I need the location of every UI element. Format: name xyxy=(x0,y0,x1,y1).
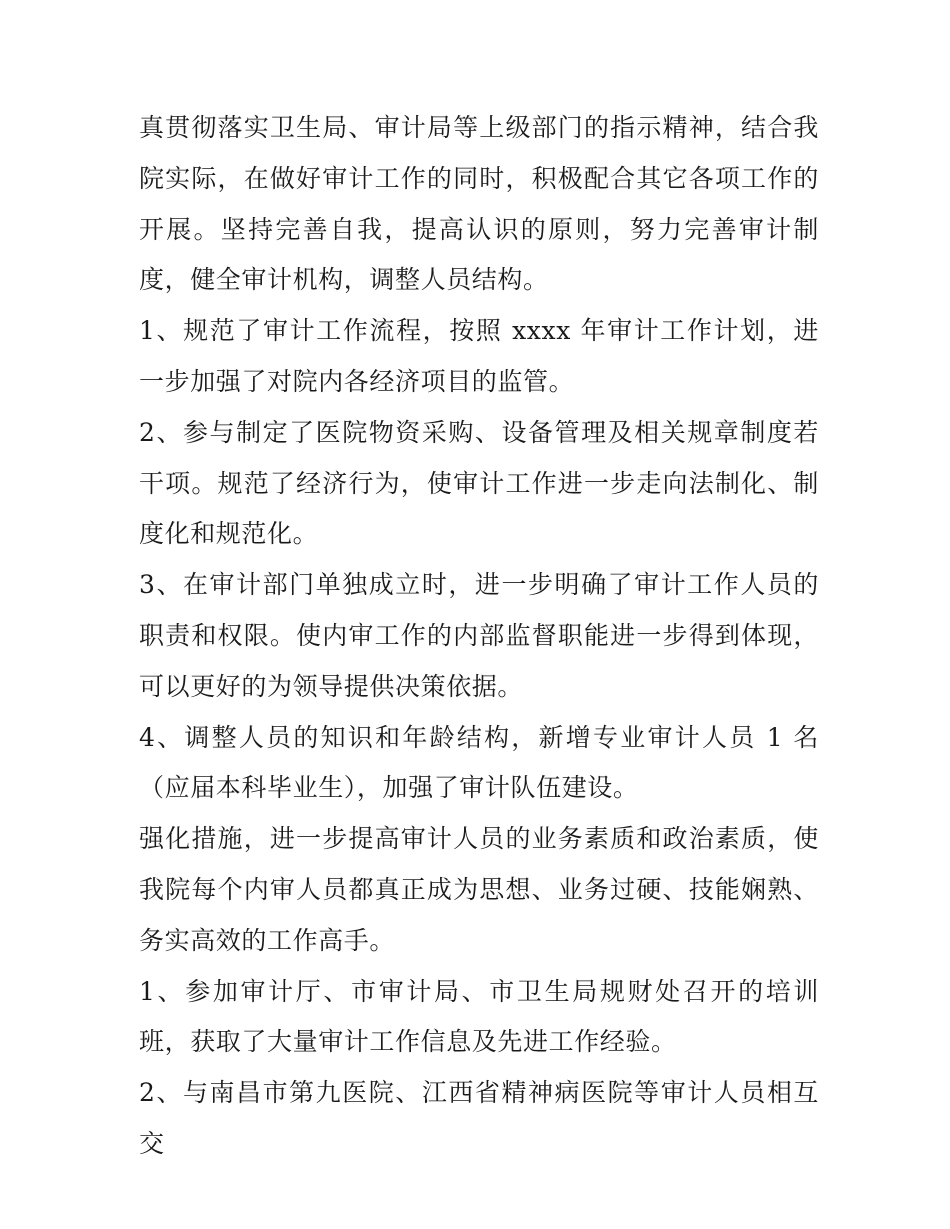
paragraph-item-3: 3、在审计部门单独成立时，进一步明确了审计工作人员的职责和权限。使内审工作的内部监督职能进一步得到体现，可以更好的为领导提供决策依据。 xyxy=(139,570,819,701)
paragraph-measure-2: 2、与南昌市第九医院、江西省精神病医院等审计人员相互交 xyxy=(139,1078,819,1158)
paragraph-measures: 强化措施，进一步提高审计人员的业务素质和政治素质，使我院每个内审人员都真正成为思想、业务过硬、技能娴熟、务实高效的工作高手。 xyxy=(139,824,819,955)
paragraph-measure-1: 1、参加审计厅、市审计局、市卫生局规财处召开的培训班，获取了大量审计工作信息及先进工作经验。 xyxy=(139,976,819,1057)
paragraph-item-1: 1、规范了审计工作流程，按照 xxxx 年审计工作计划，进一步加强了对院内各经济项目的监管。 xyxy=(139,316,819,396)
document-body xyxy=(139,103,819,1170)
paragraph-intro: 真贯彻落实卫生局、审计局等上级部门的指示精神，结合我院实际，在做好审计工作的同时，积极配合其它各项工作的开展。坚持完善自我，提高认识的原则，努力完善审计制度，健全审计机构，调整人员结构。 xyxy=(139,113,819,295)
paragraph-item-4: 4、调整人员的知识和年龄结构，新增专业审计人员 1 名（应届本科毕业生），加强了审计队伍建设。 xyxy=(139,722,819,803)
paragraph-item-2: 2、参与制定了医院物资采购、设备管理及相关规章制度若干项。规范了经济行为，使审计工作进一步走向法制化、制度化和规范化。 xyxy=(139,417,819,549)
